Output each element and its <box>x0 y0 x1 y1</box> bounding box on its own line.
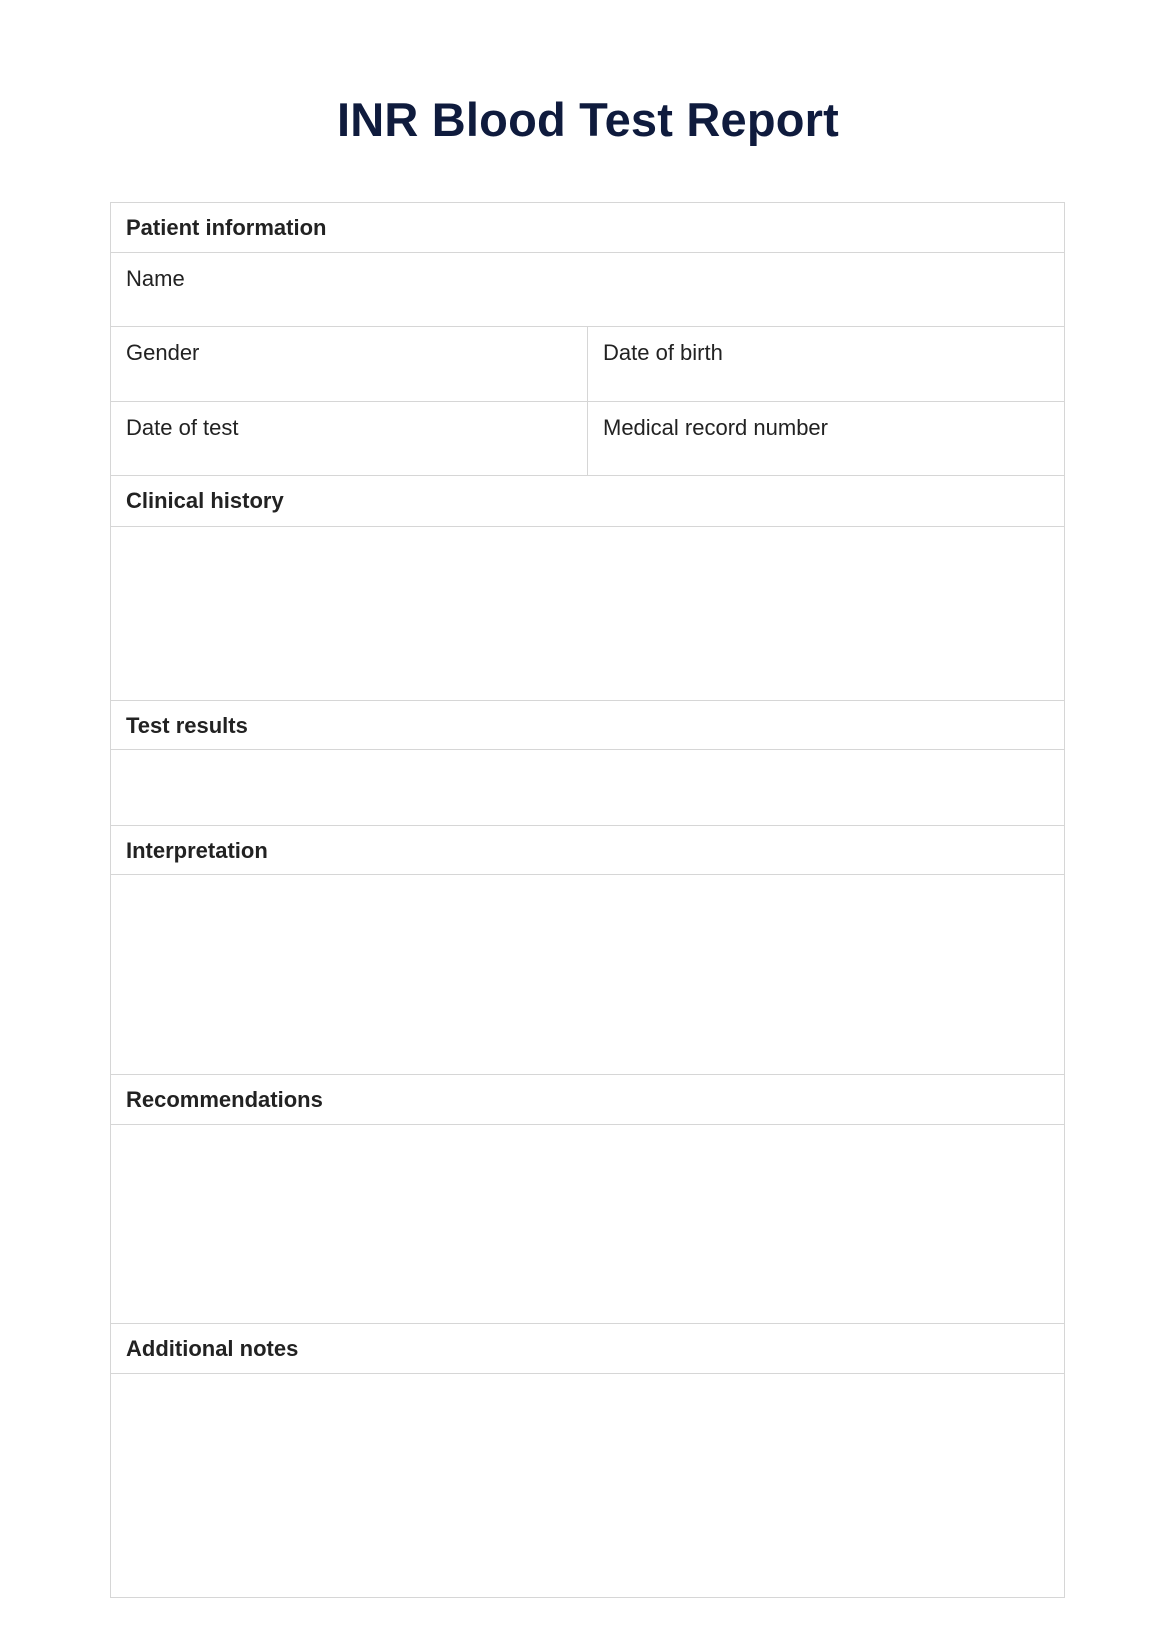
gender-dob-row <box>111 327 1064 402</box>
patient-information-heading: Patient information <box>126 215 327 240</box>
test-date-mrn-row <box>111 402 1064 476</box>
date-of-birth-label: Date of birth <box>603 340 723 365</box>
section-header-additional-notes <box>111 1324 1064 1374</box>
section-header-interpretation <box>111 826 1064 875</box>
name-field[interactable] <box>111 253 1064 326</box>
gender-label: Gender <box>126 340 200 365</box>
section-header-patient-information <box>111 203 1064 253</box>
test-results-field[interactable] <box>111 750 1064 826</box>
recommendations-heading: Recommendations <box>126 1087 323 1112</box>
additional-notes-heading: Additional notes <box>126 1336 299 1361</box>
date-of-test-field[interactable] <box>111 402 588 475</box>
clinical-history-field[interactable] <box>111 527 1064 701</box>
recommendations-field[interactable] <box>111 1125 1064 1324</box>
section-header-clinical-history <box>111 476 1064 527</box>
section-header-recommendations <box>111 1075 1064 1125</box>
interpretation-field[interactable] <box>111 875 1064 1075</box>
interpretation-heading: Interpretation <box>126 838 268 863</box>
clinical-history-heading: Clinical history <box>126 488 284 513</box>
name-label: Name <box>126 266 185 291</box>
medical-record-number-field[interactable] <box>588 402 1066 475</box>
page-title: INR Blood Test Report <box>336 93 840 146</box>
date-of-birth-field[interactable] <box>588 327 1066 401</box>
additional-notes-field[interactable] <box>111 1374 1064 1596</box>
name-row <box>111 253 1064 327</box>
report-form <box>110 202 1065 1598</box>
test-results-heading: Test results <box>126 713 248 738</box>
gender-field[interactable] <box>111 327 588 401</box>
medical-record-number-label: Medical record number <box>603 415 828 440</box>
date-of-test-label: Date of test <box>126 415 239 440</box>
section-header-test-results <box>111 701 1064 750</box>
